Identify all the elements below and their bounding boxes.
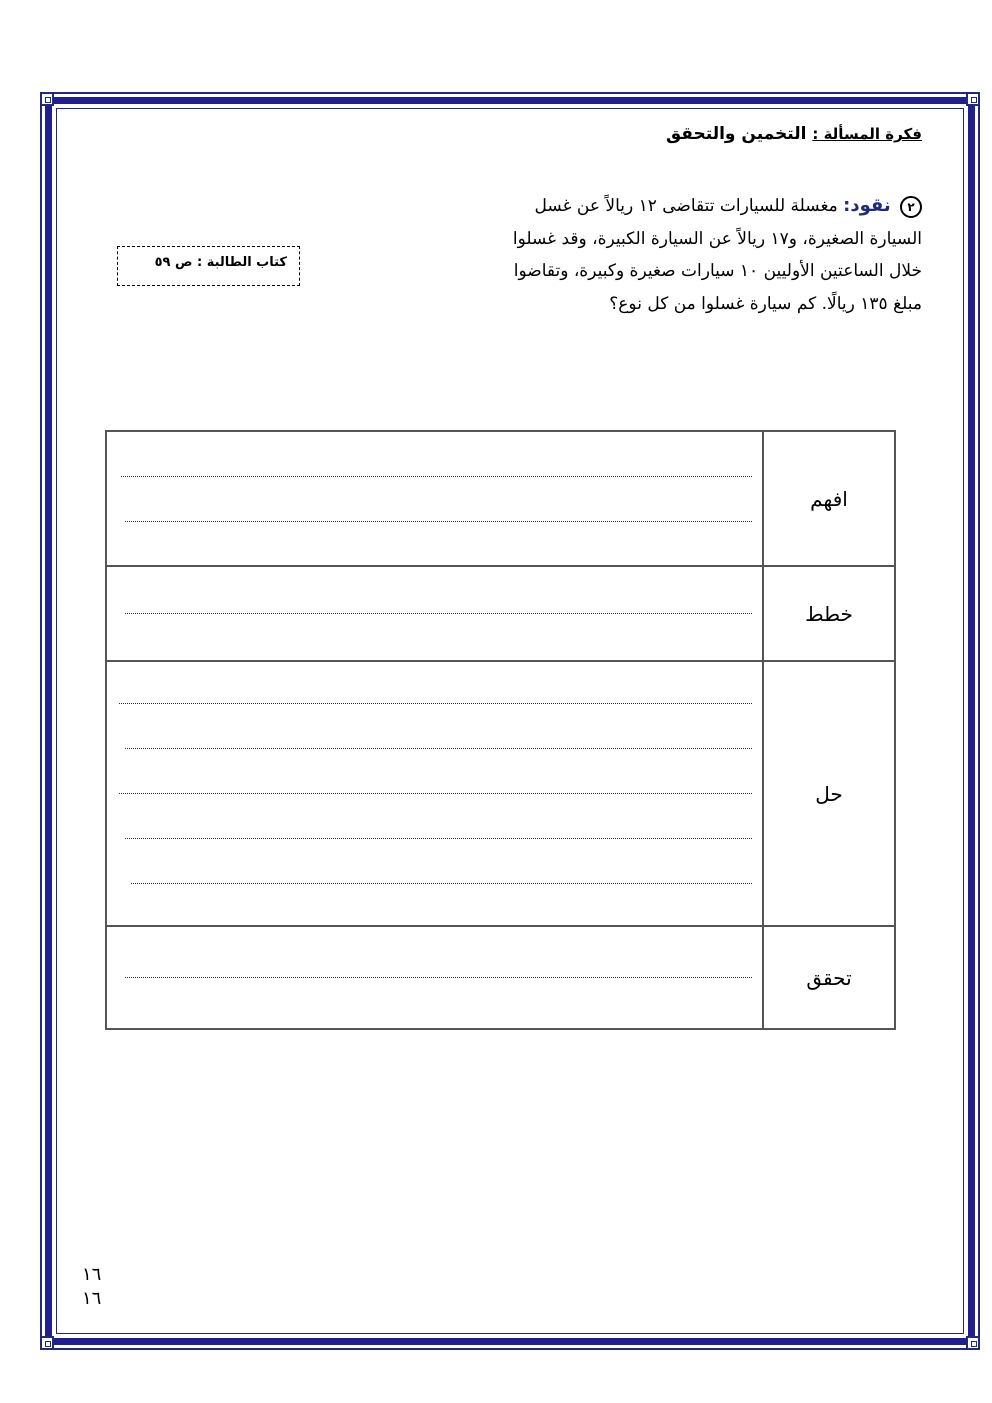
problem-statement [482,190,922,320]
frame-corner-bottom-right [966,1336,980,1350]
frame-corner-bottom-left [40,1336,54,1350]
topic-value: التخمين والتحقق [665,124,807,144]
step-label-solve: حل [763,661,895,926]
answer-line[interactable] [125,748,752,749]
answer-line[interactable] [125,521,752,522]
answer-line[interactable] [125,838,752,839]
problem-keyword: نقود: [843,195,891,216]
frame-corner-top-right [966,92,980,106]
answer-area[interactable] [106,661,763,926]
answer-line[interactable] [119,793,752,794]
step-row-solve [106,661,895,926]
topic-heading [666,124,922,144]
answer-line[interactable] [121,476,752,477]
step-label-plan: خطط [763,566,895,661]
frame-corner-top-left [40,92,54,106]
answer-area[interactable] [106,926,763,1029]
answer-area[interactable] [106,566,763,661]
problem-text: مغسلة للسيارات تتقاضى ١٢ ريالاً عن غسل السيارة الصغيرة، و١٧ ريالاً عن السيارة الكبيرة، وقد غسلوا خلال الساعتين الأوليين ١٠ سيارات صغيرة وكبيرة، وتقاضوا مبلغ ١٣٥ ريالًا. كم سيارة غسلوا من كل نوع؟ [512,196,922,314]
topic-label: فكرة المسألة : [812,125,922,143]
textbook-reference-text: كتاب الطالبة : ص ٥٩ [154,255,287,270]
answer-line[interactable] [125,977,752,978]
textbook-reference [117,246,300,286]
step-label-understand: افهم [763,431,895,566]
answer-area[interactable] [106,431,763,566]
step-row-check [106,926,895,1029]
steps-table [105,430,896,1030]
step-row-plan [106,566,895,661]
answer-line[interactable] [131,883,752,884]
step-row-understand [106,431,895,566]
answer-line[interactable] [119,703,752,704]
step-label-check: تحقق [763,926,895,1029]
page-number: ١٦ [82,1288,102,1309]
answer-line[interactable] [125,613,752,614]
problem-number: ٢ [900,196,922,218]
page-number: ١٦ [82,1264,102,1285]
